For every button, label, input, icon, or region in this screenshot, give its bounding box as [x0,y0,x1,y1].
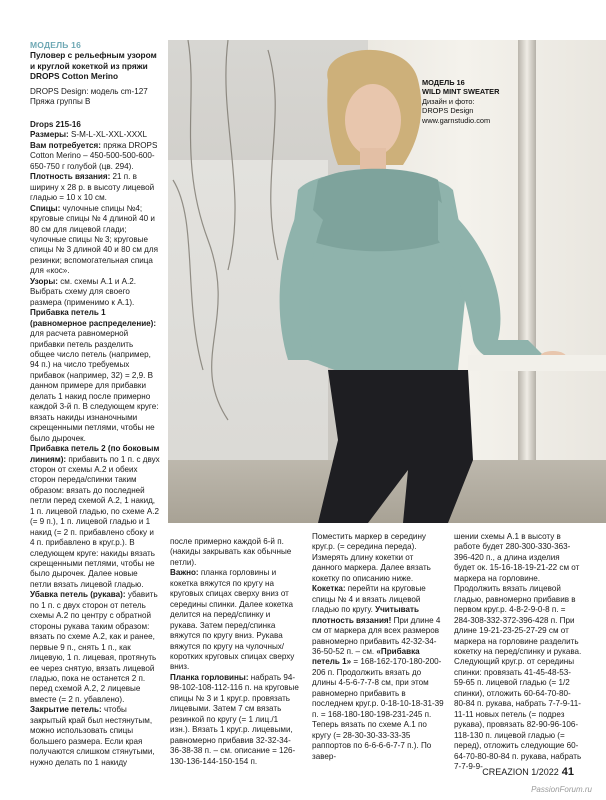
model-figure [168,40,606,523]
paragraph [30,204,160,277]
caption-brand: DROPS Design [422,106,474,116]
section-text: шении схемы A.1 в высоту в работе будет 280-300-330-363-396-420 п., а длина изделия будет ок. 15-16-18-19-21-22 см от маркера на горловине. Продолжить вязать лицевой гладью, равномерно прибавив в первом круг.р. 4-8-2-9-0-8 п. = 284-308-332-372-396-428 п. При длине 19-21-23-25-27-29 см от маркера на горловине разделить кокетку на перед/спинку и рукава. Следующий круг.р. от середины спинки: провязать 41-45-48-53-59-65 п. лицевой гладью (= 1/2 спинки), отложить 60-64-70-80-80-84 п. рукава, набрать 7-7-9-11-11-11 новых петель (= подрез рукава), провязать 82-90-96-106-118-130 п. лицевой гладью (= перед), отложить следующие 60-64-70-80-80-84 п. рукава, набрать 7-7-9-9- [454,532,582,771]
section-heading: Важно: [170,568,199,578]
section-text: см. схемы A.1 и A.2. Выбрать схему для своего размера (применимо к A.1). [30,276,137,307]
section-text: пряжа DROPS Cotton Merino – 450-500-500-600-650-750 г голубой (цв. 294). [30,140,158,171]
section-heading: «Прибавка петель 1» [312,646,420,667]
section-text: S-M-L-XL-XXL-XXXL [68,130,148,140]
paragraph [170,537,300,568]
paragraph [30,120,160,130]
section-text: убавить по 1 п. с двух сторон от петель схемы A.2 по центру с обратной стороны рукава таким образом: вязать по схеме A.2, как и ранее, первые 9 п., снять 1 п., как лицевую, 1 п. лицевая, протянуть ее через снятую, вязать лицевой гладью, пока не останется 2 п. перед схемой A.2, 2 лицевые вместе (= 2 п. убавлено). [30,590,158,704]
paragraph [30,141,160,172]
page-footer [482,766,574,778]
section-heading: Кокетка: [312,584,346,594]
section-heading: Закрытие петель: [30,705,102,715]
section-heading: Вам потребуется: [30,140,101,150]
section-text: для расчета равномерной прибавки петель разделить общее число петель (например, 94 п.) на число требуемых прибавок (например, 32) = 2,9. В данном примере для прибавки делать 1 накид после примерно каждой 3-й п. В следующем круге: вязать накиды изнаночными скрещенными петлями, чтобы не было дырочек. [30,329,159,443]
section-text: после примерно каждой 6-й п. (накиды закрывать как обычные петли). [170,537,292,567]
section-text: перейти на круговые спицы № 4 и вязать лицевой гладью по кругу. [312,584,426,615]
design-line: DROPS Design: модель cm-127 [30,86,148,96]
paragraph [30,172,160,203]
title-line: Пуловер с рельефным узором [30,50,157,60]
paragraph [312,532,444,584]
text-column-3 [312,532,444,762]
section-text: планка горловины и кокетка вяжутся по кругу на круговых спицах сверху вниз от середины спинки. Далее кокетка делится на перед/спинку и рукава. Затем перед/спинка вяжутся по кругу вниз. Рукава вяжутся по кругу на чулочных/коротких круговых спицах сверху вниз. [170,568,295,672]
title-line: и круглой кокеткой из пряжи [30,60,148,71]
section-text: чтобы закрытый край был нестянутым, можно использовать спицы большего размера. Если края получаются слишком стянутыми, нужно делать по 1 накиду [30,705,155,767]
paragraph [170,568,300,673]
photo-caption [422,78,499,125]
model-photo [168,40,606,523]
caption-name: WILD MINT SWEATER [422,87,500,97]
caption-design: Дизайн и фото: [422,96,475,106]
text-column-4 [454,532,582,772]
section-text: прибавить по 1 п. с двух сторон от схемы A.2 и обеих сторон переда/спинки таким образом: вязать до последней петли перед схемой A.2, 1 накид, 1 п. лицевой гладью, по схеме A.2 (= 9 п.), 1 п. лицевой гладью и 1 накид (= 2 п. прибавлено сбоку и 4 п. прибавлено в круг.р.). В следующем круге: накиды вязать скрещенными петлями, чтобы не было дырочек. Далее новые петли вязать лицевой гладью. [30,454,160,589]
caption-url: www.garnstudio.com [422,115,491,125]
section-text: 21 п. в ширину x 28 р. в высоту лицевой гладью = 10 x 10 см. [30,172,155,203]
paragraph [30,277,160,308]
section-heading: Прибавка петель 2 (по боковым линиям): [30,444,160,464]
section-heading: Плотность вязания: [30,172,111,182]
paragraph [454,532,582,772]
paragraph [312,584,444,762]
watermark: PassionForum.ru [531,785,592,794]
section-text: набрать 94-98-102-108-112-116 п. на круговые спицы № 3 и 1 круг.р. провязать лицевыми. Затем 7 см вязать резинкой по кругу (= 1 лиц./1 изн.). Вязать 1 круг.р. лицевыми, равномерно прибавив 32-32-34-36-38-38 п. – см. описание = 126-130-136-144-150-154 п. [170,672,299,766]
section-heading: Учитывать плотность вязания! [312,605,419,625]
paragraph [30,444,160,590]
paragraph [30,130,160,140]
section-heading: Планка горловины: [170,672,249,682]
paragraph [30,590,160,705]
model-label: МОДЕЛЬ 16 [30,40,81,50]
section-text: чулочные спицы №4; круговые спицы № 4 длиной 40 и 80 см для лицевой глади; чулочные спицы № 3; круговые спицы № 3 длиной 40 и 80 см для резинки; вспомогательная спица для «кос». [30,203,159,276]
paragraph [30,705,160,768]
section-text: Поместить маркер в середину круг.р. (= середина переда). Измерять длину кокетки от данного маркера. Далее вязать кокетку по описанию ниже. [312,532,431,583]
magazine-name: CREAZION 1/2022 [482,767,559,777]
section-text: = 168-162-170-180-200-206 п. Продолжить вязать до длины 4-5-6-7-7-8 см, при этом равномерно прибавить в последнем круг.р. 0-18-10-18-31-39 п. = 168-180-180-198-231-245 п. Теперь вязать по схеме A.1 по кругу (= 28-30-30-33-33-35 раппортов по 6-6-6-6-7-7 п.). По завер- [312,657,444,761]
model-header [30,40,170,108]
section-text: При длине 4 см от маркера для всех размеров равномерно прибавить 42-32-34-36-50-52 п. – см. [312,615,441,656]
title-line: DROPS Cotton Merino [30,71,119,81]
section-heading: Спицы: [30,203,61,213]
caption-model: МОДЕЛЬ 16 [422,78,465,87]
section-heading: Убавка петель (рукава): [30,590,126,600]
section-heading: Прибавка петель 1 (равномерное распределение): [30,308,157,328]
paragraph [170,673,300,767]
section-heading: Drops 215-16 [30,120,81,129]
paragraph [30,308,160,444]
text-column-1 [30,120,160,768]
section-heading: Размеры: [30,130,69,140]
design-line: Пряжа группы B [30,97,91,106]
section-heading: Узоры: [30,276,58,286]
page-number: 41 [561,766,574,778]
text-column-2 [170,537,300,767]
